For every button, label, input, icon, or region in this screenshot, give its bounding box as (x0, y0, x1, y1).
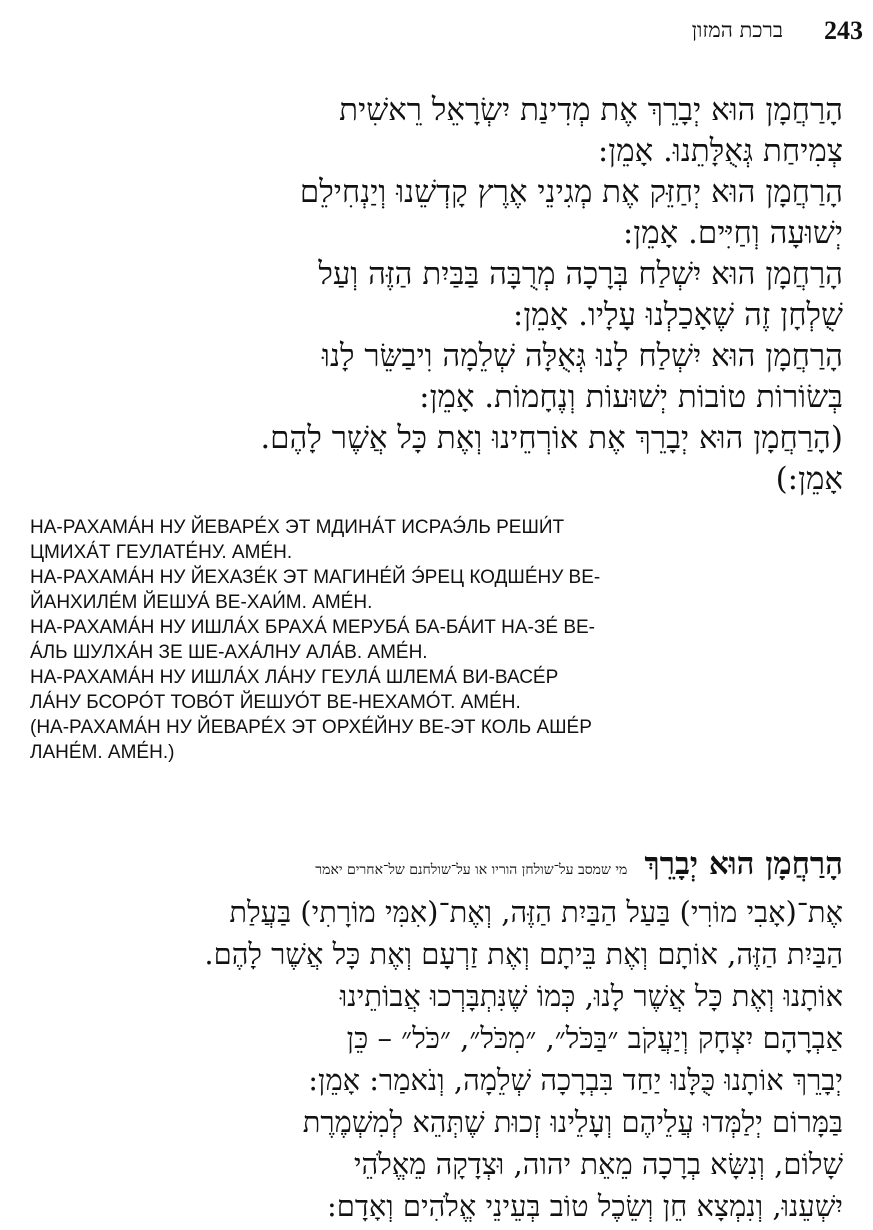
hebrew-line: הָרַחֲמָן הוּא יִשְׁלַח לָנוּ גְּאֻלָּה שְׁלֵמָה וִיבַשֵּׂר לָנוּ (322, 338, 843, 374)
page-number: 243 (824, 16, 863, 45)
transliteration-line: HА-РАХАМА́Н HУ ИШЛА́Х ЛА́НУ ГЕУЛА́ ШЛЕМА́ ВИ-ВАСЕ́Р (30, 667, 559, 688)
page-header (0, 14, 873, 54)
instruction-note: מי שמסב על־שולחן הוריו או על־שולחנם של־אחרים יאמר (315, 862, 628, 878)
hebrew-line: אַבְרָהָם יִצְחָק וְיַעֲקֹב ״בַּכֹּל״, ״מִכֹּל״, ״כֹּל״ – כֵּן (346, 1021, 843, 1055)
hebrew-line: אֶת־(אָבִי מוֹרִי) בַּעַל הַבַּיִת הַזֶּה, וְאֶת־(אִמִּי מוֹרָתִי) בַּעֲלַת (229, 895, 843, 929)
hebrew-line: הָרַחֲמָן הוּא יְחַזֵּק אֶת מְגִינֵי אֶרֶץ קָדְשֵׁנוּ וְיַנְחִילֵם (299, 174, 843, 210)
hebrew-line: בְּשׂוֹרוֹת טוֹבוֹת יְשׁוּעוֹת וְנֶחָמוֹת. אָמֵן: (419, 379, 843, 415)
hebrew-line: הָרַחֲמָן הוּא יִשְׁלַח בְּרָכָה מְרֻבָּה בַּבַּיִת הַזֶּה וְעַל (318, 256, 843, 292)
hebrew-line: יְשׁוּעָה וְחַיִּים. אָמֵן: (622, 215, 843, 251)
hebrew-line: שֻׁלְחָן זֶה שֶׁאָכַלְנוּ עָלָיו. אָמֵן: (512, 297, 843, 333)
russian-transliteration-block (30, 515, 810, 765)
hebrew-line: הַבַּיִת הַזֶּה, אוֹתָם וְאֶת בֵּיתָם וְאֶת זַרְעָם וְאֶת כָּל אֲשֶׁר לָהֶם. (204, 937, 843, 971)
transliteration-line: HА-РАХАМА́Н HУ ЙЕВАРЕ́Х ЭТ МДИНА́Т ИСРАЭ́ЛЬ РЕШИ́Т (30, 517, 565, 538)
hebrew-prayer-block (28, 90, 843, 500)
transliteration-line: (HА-РАХАМА́Н HУ ЙЕВАРЕ́Х ЭТ ОРХЕ́ЙНУ ВЕ-ЭТ КОЛЬ АШЕ́Р (30, 717, 592, 738)
hebrew-line: יְבָרֵךְ אוֹתָנוּ כֻּלָּנוּ יַחַד בִּבְרָכָה שְׁלֵמָה, וְנֹאמַר: אָמֵן: (308, 1063, 843, 1097)
hebrew-line: צְמִיחַת גְּאֻלָּתֵנוּ. אָמֵן: (597, 133, 843, 169)
hebrew-line: אָמֵן:) (775, 461, 843, 497)
hebrew-line: (הָרַחֲמָן הוּא יְבָרֵךְ אֶת אוֹרְחֵינוּ וְאֶת כָּל אֲשֶׁר לָהֶם. (260, 420, 843, 456)
transliteration-line: HА-РАХАМА́Н HУ ИШЛА́Х БРАХА́ МЕРУБА́ БА-БА́ИТ HА-ЗЕ́ ВЕ- (30, 617, 596, 638)
transliteration-line: ЛАHЕ́М. АМЕ́Н.) (30, 742, 175, 763)
hebrew-line-first (28, 843, 843, 891)
hebrew-line: יִשְׁעֵנוּ, וְנִמְצָא חֵן וְשֵׂכֶל טוֹב בְּעֵינֵי אֱלֹהִים וְאָדָם: (327, 1189, 843, 1223)
hebrew-line: הָרַחֲמָן הוּא יְבָרֵךְ אֶת מְדִינַת יִשְׂרָאֵל רֵאשִׁית (339, 92, 843, 128)
blessing-lead-words: הָרַחֲמָן הוּא יְבָרֵךְ (644, 846, 843, 882)
transliteration-line: HА-РАХАМА́Н HУ ЙЕХАЗЕ́К ЭТ МАГИНЕ́Й Э́РЕЦ КОДШЕ́НУ ВЕ- (30, 567, 601, 588)
transliteration-line: ЙАНХИЛЕ́М ЙЕШУА́ ВЕ-ХАИ́М. АМЕ́Н. (30, 592, 373, 613)
hebrew-line: בַּמָּרוֹם יְלַמְּדוּ עֲלֵיהֶם וְעָלֵינוּ זְכוּת שֶׁתְּהֵא לְמִשְׁמֶרֶת (302, 1105, 843, 1139)
hebrew-host-blessing-block (28, 843, 843, 1227)
hebrew-line: שָׁלוֹם, וְנִשָּׂא בְרָכָה מֵאֵת יהוה, וּצְדָקָה מֵאֱלֹהֵי (353, 1147, 843, 1181)
hebrew-line: אוֹתָנוּ וְאֶת כָּל אֲשֶׁר לָנוּ, כְּמוֹ שֶׁנִּתְבָּרְכוּ אֲבוֹתֵינוּ (339, 979, 843, 1013)
running-title: ברכת המזון (691, 18, 783, 42)
transliteration-line: ЦМИХА́Т ГЕУЛАТЕ́НУ. АМЕ́Н. (30, 542, 293, 563)
transliteration-line: ЛА́НУ БСОРО́Т ТОВО́Т ЙЕШУО́Т ВЕ-НЕХАМО́Т. АМЕ́Н. (30, 692, 521, 713)
transliteration-line: А́ЛЬ ШУЛХА́Н ЗЕ ШЕ-АХА́ЛНУ АЛА́В. АМЕ́Н. (30, 642, 428, 663)
